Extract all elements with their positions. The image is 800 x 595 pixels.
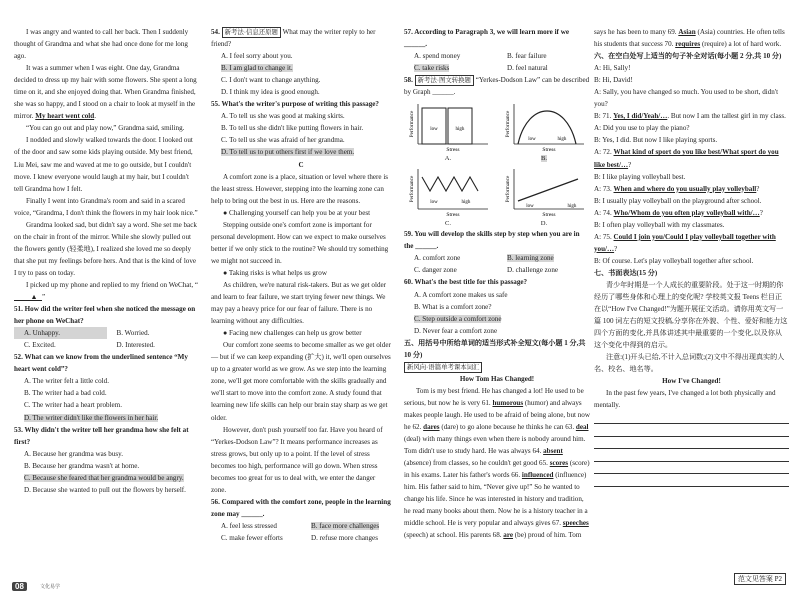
- option-b[interactable]: B. Worried.: [116, 329, 150, 338]
- y-axis-label: Performance: [505, 111, 511, 138]
- option-c[interactable]: C. I don't want to change anything.: [221, 76, 321, 85]
- option-c[interactable]: C. Step outside a comfort zone: [414, 314, 502, 323]
- question-tag: 新考法·图文转换题: [415, 75, 474, 86]
- question-53: 53. Why didn't the writer tell her grandma how she felt at first?: [14, 425, 189, 446]
- option-b[interactable]: B. I am glad to change it.: [221, 64, 293, 73]
- dialogue-line: A: 73. When and where do you usually play volleyball?: [594, 184, 760, 193]
- option-a[interactable]: A. feel less stressed: [221, 521, 277, 530]
- low-label: low: [526, 204, 534, 210]
- writing-line[interactable]: [594, 462, 789, 475]
- graph-a-plot: [404, 100, 492, 154]
- underlined-sentence: My heart went cold: [35, 112, 95, 121]
- footer-label: 文化易学: [40, 584, 61, 590]
- dialogue-line: B: Hi, David!: [594, 76, 633, 85]
- option-c[interactable]: C. make fewer efforts: [221, 533, 283, 542]
- option-d[interactable]: D. Because she wanted to pull out the flowers by herself.: [24, 485, 186, 494]
- graph-d[interactable]: [500, 165, 588, 228]
- high-label: high: [557, 137, 567, 143]
- writing-line[interactable]: [594, 474, 789, 487]
- bullet-point: ● Facing new challenges can help us grow better: [223, 329, 362, 338]
- option-b[interactable]: B. Because her grandma wasn't at home.: [24, 461, 140, 470]
- x-axis-label: Stress: [446, 147, 460, 154]
- question-52: 52. What can we know from the underlined sentence “My heart went cold”?: [14, 353, 188, 374]
- answer-73[interactable]: When and where do you usually play volleyball: [613, 184, 757, 193]
- writing-line[interactable]: [594, 412, 789, 425]
- passage-paragraph: However, don't push yourself too far. Have you heard of “Yerkes-Dodson Law”? It means performance increases as stress grows, but only up to a point. If the level of stress becomes too high, performance will go down. When stress becomes too great for us to deal with, we enter the danger zone.: [211, 425, 383, 494]
- question-54: 54. 新考法·信息还原题 What may the writer reply to her friend?: [211, 28, 376, 49]
- passage-paragraph: Our comfort zone seems to become smaller as we get older — but if we can keep expanding (扩大) it, we'll open ourselves up to a greater world as we grow. As we step into the learning zone, we'll get more comfortable with the skills gradually and we'll start to move into the comfort zone. A study found that learning new life skills can help our brain stay sharp as we get older.: [211, 341, 391, 422]
- answer-75[interactable]: Could I join you/Could I play volleyball together with you/…: [594, 232, 776, 253]
- passage-paragraph: I nodded and slowly walked towards the door. I looked out of the door and saw some kids playing outside. My best friend, Liu Mei, saw me and waved at me to go outside, but I couldn't move. I knew everyone would laugh at my hair, but I couldn't tell Grandma how I felt.: [14, 136, 193, 193]
- option-a[interactable]: A. I feel sorry about you.: [221, 52, 293, 61]
- answer-62[interactable]: dares: [423, 423, 440, 432]
- cloze-passage-cont: says he has been to many 69. Asian (Asia) countries. He often tells his students that success 70. requires (require) a lot of hard work.: [594, 28, 785, 49]
- cloze-passage: Tom is my best friend. He has changed a lot! He used to be serious, but now he is very 61. humorous (humor) and always makes people laugh. He used to be afraid of being alone, but now he 62. dares (dare) to go alone because he thinks he can 63. deal (deal) with many things even when there is nobody around him. Tom didn't use to study hard. He was always 64. absent (absence) from classes, so he couldn't get good 65. scores (score) in his exams. Later his father's words 66. influenced (influence) him. His father said to him, “Never give up!” So he wanted to change his life. Since he was interested in history and tradition, he read many books about them. Now he is a history teacher in a middle school. He is very popular and always gives 67. speeches (speech) at school. His parents 68. are (be) proud of him. Tom: [404, 386, 590, 540]
- graph-b[interactable]: [500, 100, 588, 163]
- option-d[interactable]: D. The writer didn't like the flowers in her hair.: [24, 413, 159, 422]
- options-56-row2: [211, 532, 391, 544]
- option-c[interactable]: C. danger zone: [414, 266, 457, 275]
- dialogue-line: B: 71. Yes, I did/Yeah/…. But now I am the tallest girl in my class.: [594, 112, 786, 121]
- graph-c[interactable]: [404, 165, 492, 228]
- dialogue-line: B: Of course. Let's play volleyball together after school.: [594, 256, 754, 265]
- option-a[interactable]: A. spend money: [414, 52, 461, 61]
- option-d[interactable]: D. refuse more changes: [311, 533, 378, 542]
- options-57-row2: [404, 62, 590, 74]
- section-5-heading: 五、用括号中所给单词的适当形式补全短文(每小题 1 分,共 10 分): [404, 338, 586, 359]
- option-d[interactable]: D. To tell us to put others first if we love them.: [221, 148, 355, 157]
- dialogue-line: A: Hi, Sally!: [594, 64, 631, 73]
- option-c[interactable]: C. Because she feared that her grandma would be angry.: [24, 473, 184, 482]
- x-axis-label: Stress: [446, 212, 460, 219]
- passage-title: How Tom Has Changed!: [459, 374, 535, 383]
- options-51-row2: [14, 339, 199, 351]
- x-axis-label: Stress: [542, 147, 556, 154]
- dialogue-line: B: Yes, I did. But now I like playing sports.: [594, 136, 718, 145]
- answer-69[interactable]: Asian: [678, 28, 696, 36]
- passage-paragraph: Finally I went into Grandma's room and said in a scared voice, “Grandma, I don't think the flowers in my hair look nice.”: [14, 196, 198, 217]
- low-label: low: [430, 200, 438, 206]
- passage-paragraph: I was angry and wanted to call her back. Then I suddenly thought of Grandma and what she had once done for me long ago.: [14, 28, 189, 61]
- passage-paragraph: I picked up my phone and replied to my friend on WeChat, “▲ ”: [14, 279, 199, 303]
- answer-74[interactable]: Who/Whom do you often play volleyball with/…: [613, 208, 760, 217]
- x-axis-label: Stress: [542, 212, 556, 219]
- answer-61[interactable]: humorous: [492, 398, 524, 407]
- options-59-row2: [404, 264, 590, 276]
- options-57: [404, 50, 590, 62]
- dialogue-line: B: I often play volleyball with my classmates.: [594, 220, 725, 229]
- option-d[interactable]: D. Never fear a comfort zone: [414, 326, 498, 335]
- option-a[interactable]: A. Unhappy.: [14, 327, 107, 339]
- option-c[interactable]: C. Excited.: [24, 341, 56, 350]
- writing-opening: In the past few years, I've changed a lot both physically and mentally.: [594, 389, 776, 410]
- question-56: 56. Compared with the comfort zone, people in the learning zone may ______.: [211, 497, 391, 518]
- dialogue-line: A: Did you use to play the piano?: [594, 124, 690, 133]
- page-number: 08: [12, 582, 27, 591]
- option-d[interactable]: D. feel natural: [507, 64, 548, 73]
- graph-d-plot: [500, 165, 588, 219]
- high-label: high: [455, 127, 465, 133]
- passage-paragraph: It was a summer when I was eight. One day, Grandma decided to dress up my hair with some flowers. She spent a long time on it, and she enjoyed doing that. When Grandma finished, she was so happy, and I stood on a chair to look at myself in the mirror. My heart went cold.: [14, 64, 197, 121]
- answer-72[interactable]: What kind of sport do you like best/What sport do you like best/…: [594, 148, 779, 169]
- dialogue-line: A: 75. Could I join you/Could I play volleyball together with you/…?: [594, 232, 776, 253]
- question-51: 51. How did the writer feel when she noticed the message on her phone on WeChat?: [14, 305, 196, 326]
- passage-paragraph: “You can go out and play now,” Grandma said, smiling.: [26, 124, 185, 133]
- dialogue-line: B: I like playing volleyball best.: [594, 172, 686, 181]
- passage-paragraph: As children, we're natural risk-takers. But as we get older and learn to fear failure, we start trying fewer new things. We may pay a heavy price for our fear of failure. There is no learning without any difficulties.: [211, 280, 387, 326]
- section-7-heading: 七、书面表达(15 分): [594, 268, 658, 277]
- writing-line[interactable]: [594, 449, 789, 462]
- answer-65[interactable]: scores: [549, 459, 569, 468]
- writing-line[interactable]: [594, 437, 789, 450]
- y-axis-label: Performance: [505, 176, 511, 203]
- option-d[interactable]: D. I think my idea is good enough.: [221, 88, 320, 97]
- passage-paragraph: Grandma looked sad, but didn't say a word. She set me back on the chair in front of the mirror. While she slowly pulled out the flowers gently (轻柔地), I realized she loved me so deeply that she put my feelings before hers. And that is the kind of love I try to pass on today.: [14, 220, 197, 277]
- writing-notes: 注意:(1)开头已给,不计入总词数;(2)文中不得出现真实的人名、校名、地名等。: [594, 353, 785, 374]
- y-axis-label: Performance: [409, 111, 415, 138]
- option-a[interactable]: A. To tell us she was good at making skirts.: [221, 112, 345, 121]
- column-1: [14, 26, 199, 496]
- option-b[interactable]: B. What is a comfort zone?: [414, 302, 492, 311]
- option-b[interactable]: B. The writer had a bad cold.: [24, 389, 107, 398]
- answer-reference: 范文见答案 P2: [734, 573, 786, 585]
- option-c[interactable]: C. take risks: [414, 64, 450, 73]
- graph-a[interactable]: [404, 100, 492, 163]
- dialogue-line: B: I usually play volleyball on the playground after school.: [594, 196, 762, 205]
- option-b[interactable]: B. learning zone: [507, 254, 554, 263]
- option-b[interactable]: B. To tell us she didn't like putting flowers in hair.: [221, 124, 364, 133]
- answer-68[interactable]: are: [503, 531, 514, 540]
- section-6-heading: 六、在空白处写上适当的句子补全对话(每小题 2 分,共 10 分): [594, 52, 782, 61]
- low-label: low: [528, 137, 536, 143]
- answer-blank: ▲: [14, 291, 42, 301]
- option-a[interactable]: A. A comfort zone makes us safe: [414, 290, 508, 299]
- graph-c-label: C.: [444, 220, 452, 228]
- answer-64[interactable]: absent: [543, 447, 563, 456]
- question-55: 55. What's the writer's purpose of writing this passage?: [211, 100, 379, 109]
- column-3: [404, 26, 590, 542]
- writing-title: How I've Changed!: [662, 377, 721, 386]
- option-d[interactable]: D. challenge zone: [507, 266, 559, 275]
- answer-67[interactable]: speeches: [562, 519, 589, 528]
- passage-paragraph: A comfort zone is a place, situation or level where there is the least stress. However, stepping into the learning zone can help to bring out the best in us. Here are the reasons.: [211, 172, 389, 205]
- high-label: high: [567, 204, 577, 210]
- section-tag: 新风向·语篇单考课本词汇: [404, 362, 482, 373]
- low-label: low: [430, 127, 438, 133]
- column-2: [211, 26, 391, 544]
- graph-options: [404, 100, 590, 228]
- option-c[interactable]: C. The writer had a heart problem.: [24, 401, 122, 410]
- writing-prompt: 青少年时期是一个人成长的重要阶段。处于这一时期的你经历了哪些身体和心理上的变化呢? 学校英文报 Teens 栏目正在以“How I've Changed!”为题开展征文活动。请你用英文写一篇 100 词左右的短文投稿,分享你在外貌、个性、爱好和能力这四个方面的变化,并具体讲述其中最重要的一个变化,以及你从这个变化中得到的启示。: [594, 280, 788, 350]
- bullet-point: ● Challenging yourself can help you be at your best: [223, 208, 371, 217]
- y-axis-label: Performance: [409, 176, 415, 203]
- writing-line[interactable]: [594, 424, 789, 437]
- graph-b-plot: [500, 100, 588, 154]
- option-a[interactable]: A. Because her grandma was busy.: [24, 449, 124, 458]
- question-tag: 新考法·信息还原题: [222, 27, 281, 38]
- question-59: 59. You will develop the skills step by step when you are in the ______.: [404, 230, 580, 251]
- dialogue-line: A: Sally, you have changed so much. You used to be short, didn't you?: [594, 88, 779, 109]
- bullet-point: ● Taking risks is what helps us grow: [223, 268, 327, 277]
- question-60: 60. What's the best title for this passage?: [404, 278, 528, 287]
- options-56: [211, 520, 391, 532]
- graph-b-label: B.: [540, 155, 548, 163]
- dialogue-line: A: 72. What kind of sport do you like best/What sport do you like best/…?: [594, 148, 779, 169]
- options-51: [14, 327, 199, 339]
- option-a[interactable]: A. The writer felt a little cold.: [24, 377, 109, 386]
- dialogue-line: A: 74. Who/Whom do you often play volleyball with/…?: [594, 208, 763, 217]
- graph-c-plot: [404, 165, 492, 219]
- high-label: high: [461, 200, 471, 206]
- option-b[interactable]: B. face more challenges: [311, 521, 380, 530]
- option-d[interactable]: D. Interested.: [116, 341, 155, 350]
- answer-66[interactable]: influenced: [521, 471, 554, 480]
- graph-d-label: D.: [540, 220, 548, 228]
- options-59: [404, 252, 590, 264]
- question-58: 58. 新考法·图文转换题 “Yerkes-Dodson Law” can be described by Graph ______.: [404, 76, 590, 97]
- graph-a-label: A.: [444, 155, 452, 163]
- option-b[interactable]: B. fear failure: [507, 52, 547, 61]
- option-c[interactable]: C. To tell us she was afraid of her grandma.: [221, 136, 345, 145]
- passage-paragraph: Stepping outside one's comfort zone is important for personal development. How can we expect to make ourselves better if we only stick to the routine? We should try something we might not succeed in.: [211, 220, 389, 265]
- option-a[interactable]: A. comfort zone: [414, 254, 461, 263]
- column-4: [594, 26, 789, 487]
- answer-70[interactable]: requires: [675, 40, 701, 49]
- answer-63[interactable]: deal: [575, 423, 589, 432]
- question-57: 57. According to Paragraph 3, we will learn more if we ______.: [404, 28, 569, 49]
- answer-71[interactable]: Yes, I did/Yeah/…: [613, 112, 668, 121]
- passage-heading: C: [298, 160, 304, 169]
